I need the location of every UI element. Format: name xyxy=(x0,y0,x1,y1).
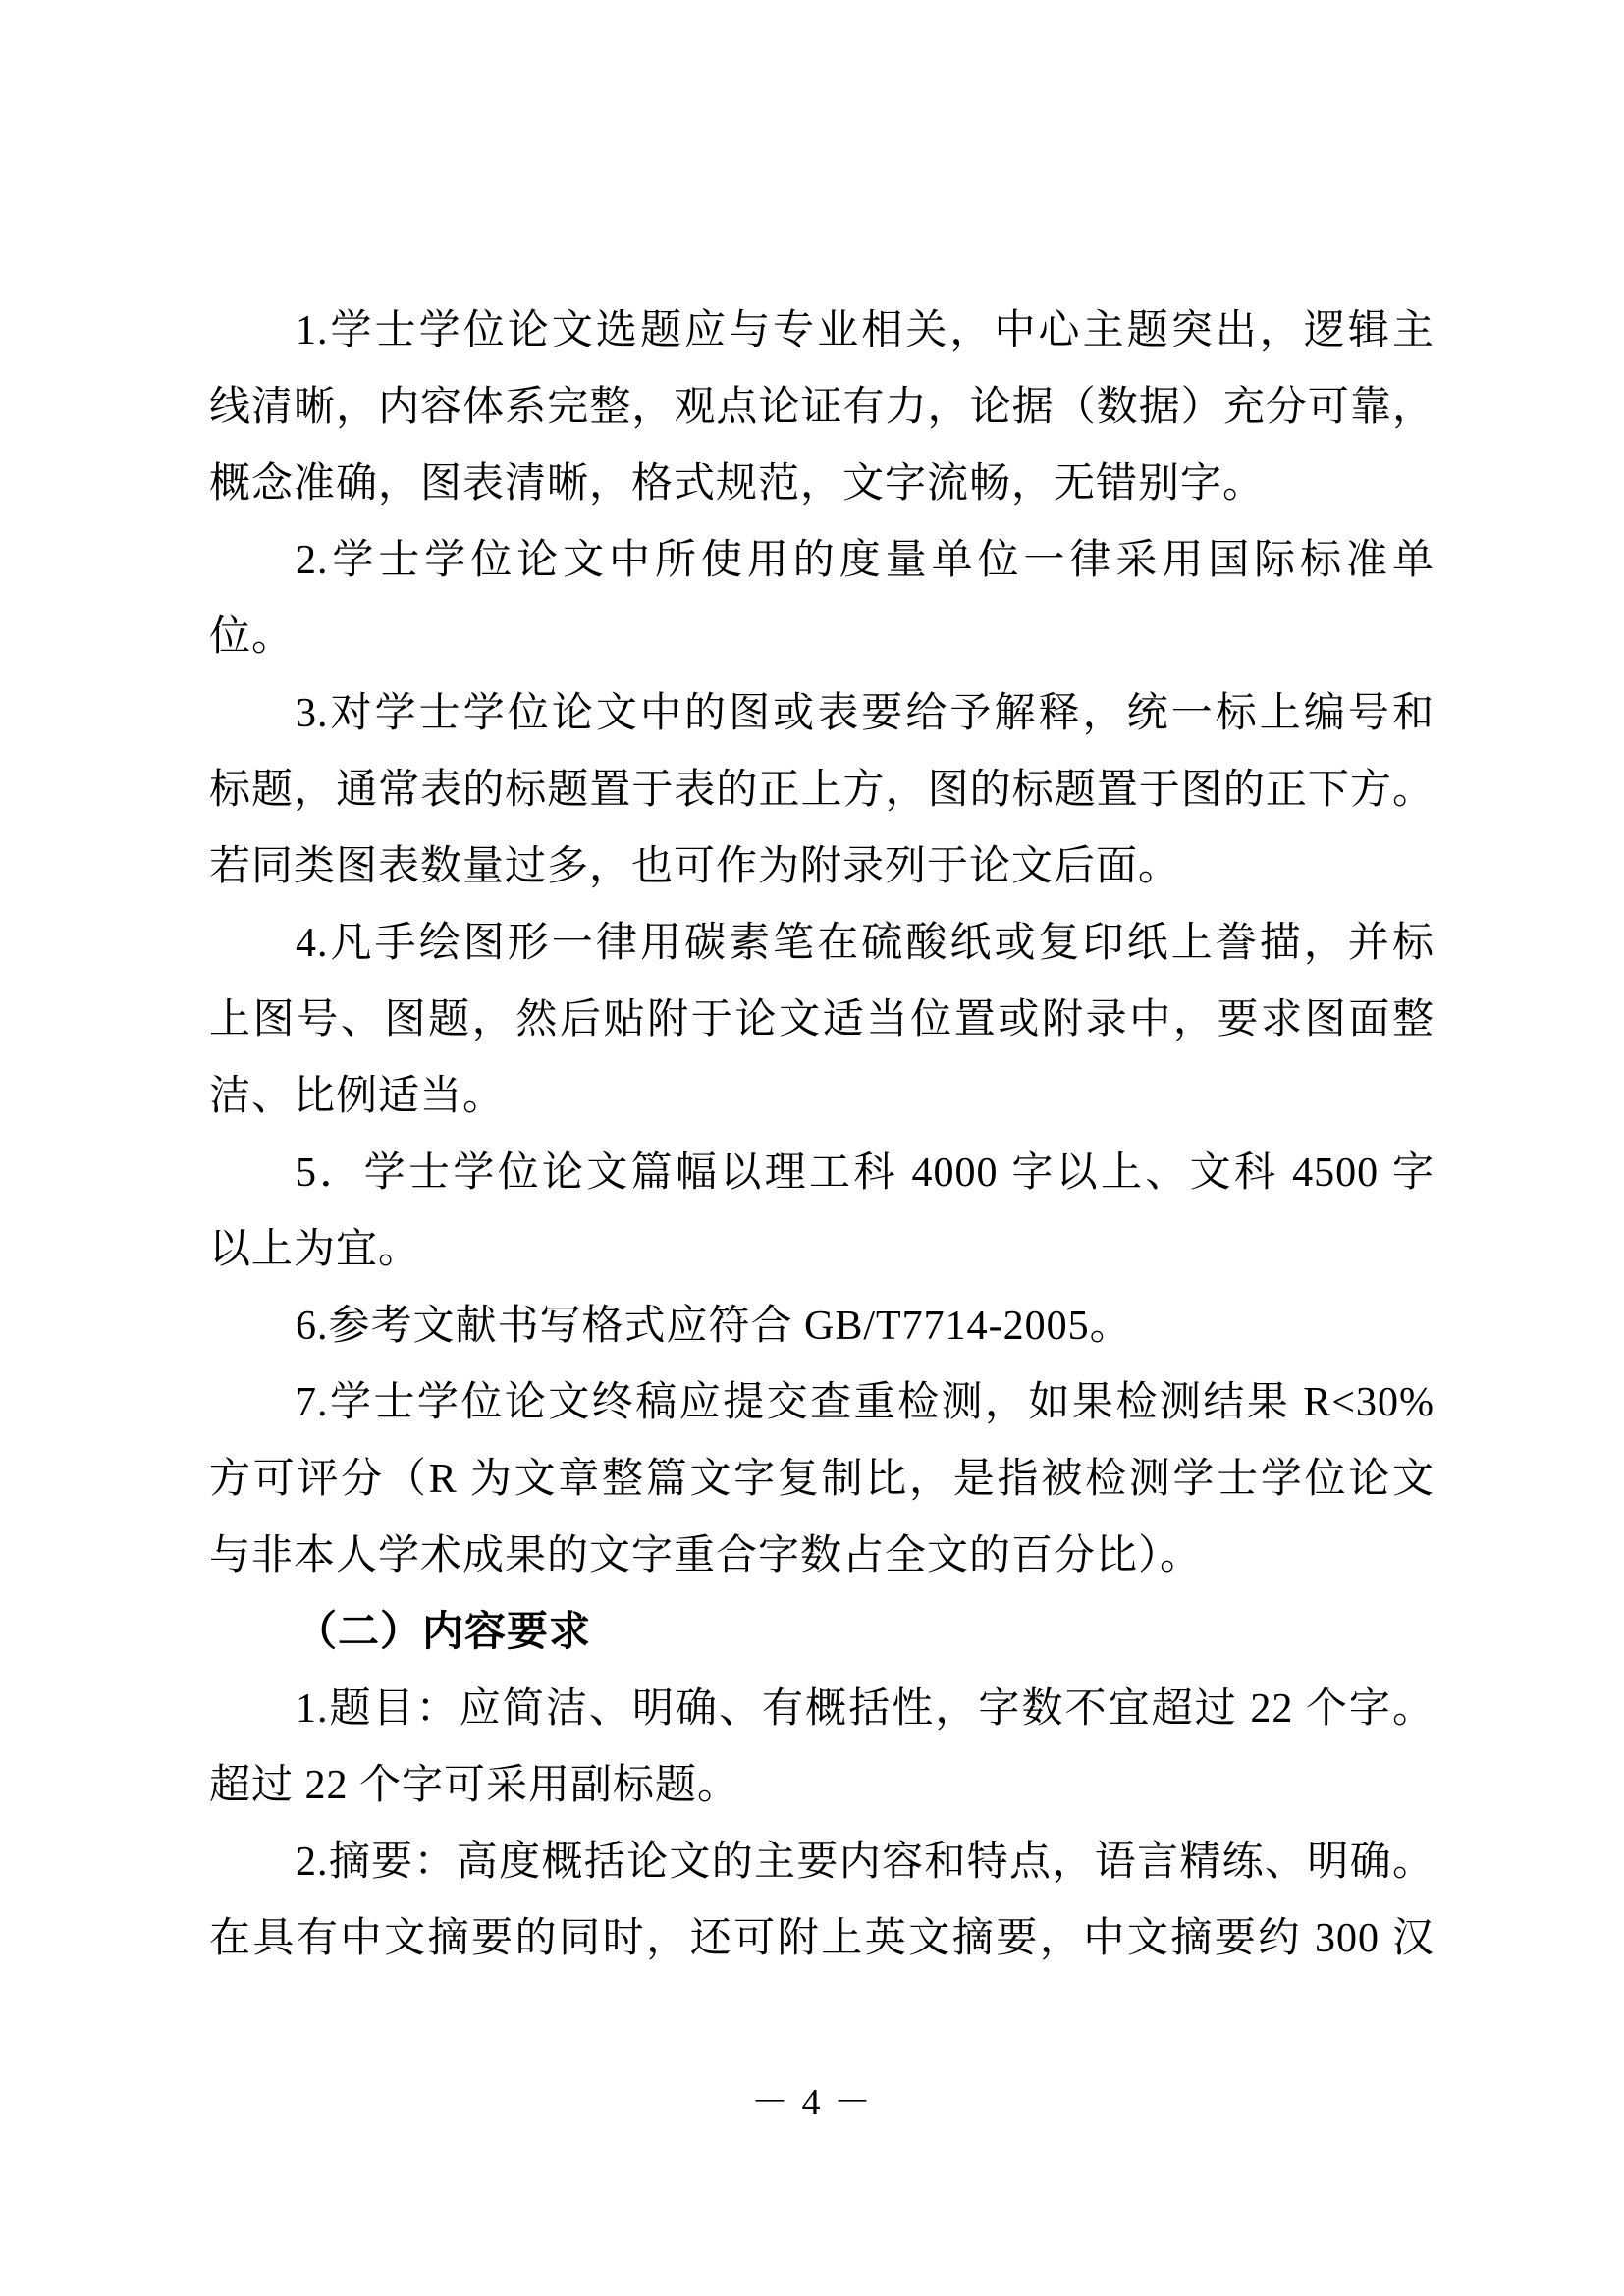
text-line: 1.题目：应简洁、明确、有概括性，字数不宜超过 22 个字。 xyxy=(296,1686,1435,1732)
text-line: 以上为宜。 xyxy=(209,1227,421,1272)
text-line: 在具有中文摘要的同时，还可附上英文摘要，中文摘要约 300 汉 xyxy=(209,1916,1435,1961)
text-line: 上图号、图题，然后贴附于论文适当位置或附录中，要求图面整 xyxy=(209,997,1435,1042)
text-line: 2.学士学位论文中所使用的度量单位一律采用国际标准单 xyxy=(296,538,1435,583)
text-line: 6.参考文献书写格式应符合 GB/T7714-2005。 xyxy=(296,1304,1132,1349)
document-body xyxy=(209,293,1435,1977)
text-line: 线清晰，内容体系完整，观点论证有力，论据（数据）充分可靠， xyxy=(209,385,1435,430)
section-heading: （二）内容要求 xyxy=(296,1610,592,1655)
text-line: 7.学士学位论文终稿应提交查重检测，如果检测结果 R<30% xyxy=(296,1380,1435,1425)
text-line: 方可评分（R 为文章整篇文字复制比，是指被检测学士学位论文 xyxy=(209,1457,1435,1502)
text-line: 5．学士学位论文篇幅以理工科 4000 字以上、文科 4500 字 xyxy=(296,1150,1435,1196)
text-line: 若同类图表数量过多，也可作为附录列于论文后面。 xyxy=(209,844,1181,889)
text-line: 4.凡手绘图形一律用碳素笔在硫酸纸或复印纸上誊描，并标 xyxy=(296,921,1435,966)
text-line: 3.对学士学位论文中的图或表要给予解释，统一标上编号和 xyxy=(296,691,1435,736)
text-line: 标题，通常表的标题置于表的正上方，图的标题置于图的正下方。 xyxy=(209,768,1435,813)
text-line: 位。 xyxy=(209,614,295,660)
text-line: 洁、比例适当。 xyxy=(209,1074,506,1119)
text-line: 与非本人学术成果的文字重合字数占全文的百分比）。 xyxy=(209,1533,1203,1578)
text-line: 2.摘要：高度概括论文的主要内容和特点，语言精练、明确。 xyxy=(296,1840,1435,1885)
text-line: 超过 22 个字可采用副标题。 xyxy=(209,1763,740,1808)
page-number: － 4 － xyxy=(750,2082,873,2123)
text-line: 1.学士学位论文选题应与专业相关，中心主题突出，逻辑主 xyxy=(296,308,1435,353)
text-line: 概念准确，图表清晰，格式规范，文字流畅，无错别字。 xyxy=(209,461,1266,507)
